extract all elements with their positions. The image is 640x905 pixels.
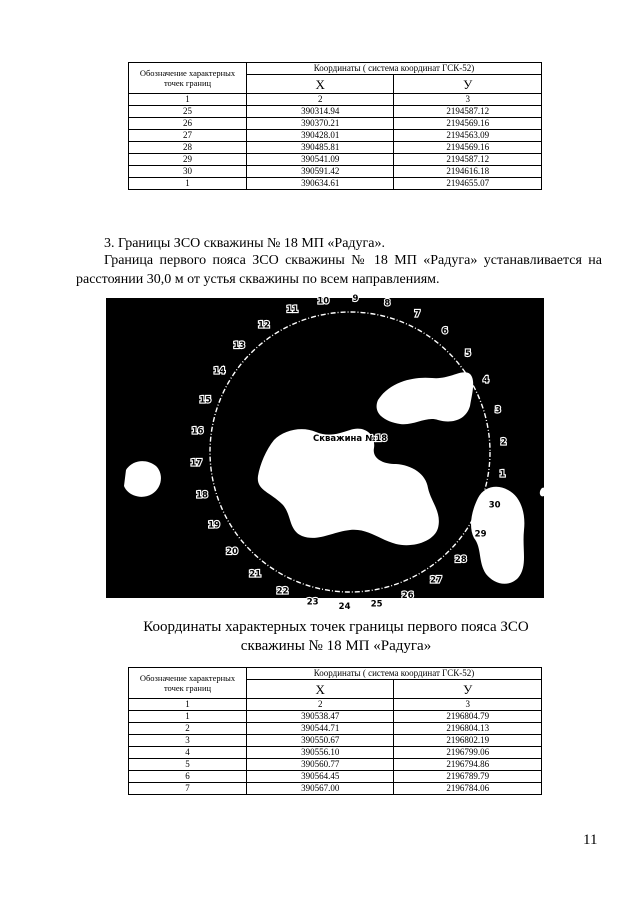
point-label-11: 11 <box>286 305 299 316</box>
y-cell: 2196804.13 <box>394 723 542 735</box>
table-row <box>129 711 542 723</box>
x-cell: 390544.71 <box>247 723 394 735</box>
section-body <box>76 251 602 289</box>
x-cell: 390634.61 <box>247 178 394 190</box>
y-cell: 2196802.19 <box>394 735 542 747</box>
table-row <box>129 118 542 130</box>
x-cell: 390556.10 <box>247 747 394 759</box>
coords-header: Координаты ( система координат ГСК-52) <box>247 63 542 75</box>
x-cell: 390538.47 <box>247 711 394 723</box>
point-cell: 28 <box>129 142 247 154</box>
point-cell: 6 <box>129 771 247 783</box>
point-label-10: 10 <box>317 296 330 307</box>
point-label-19: 19 <box>208 520 220 531</box>
y-cell: 2194587.12 <box>394 154 542 166</box>
x-cell: 390370.21 <box>247 118 394 130</box>
x-header: X <box>247 75 394 94</box>
col-number: 3 <box>394 699 542 711</box>
table-row <box>129 771 542 783</box>
coordinates-table-2 <box>128 667 542 795</box>
col-number: 1 <box>129 94 247 106</box>
col-number: 2 <box>247 94 394 106</box>
point-label-3: 3 <box>495 405 501 416</box>
point-label-14: 14 <box>213 366 226 377</box>
point-label-17: 17 <box>190 458 203 469</box>
point-label-9: 9 <box>352 294 359 305</box>
point-cell: 4 <box>129 747 247 759</box>
designation-header: Обозначение характерных точек границ <box>129 63 247 94</box>
x-cell: 390591.42 <box>247 166 394 178</box>
x-cell: 390485.81 <box>247 142 394 154</box>
point-label-21: 21 <box>249 569 262 580</box>
y-cell: 2196794.86 <box>394 759 542 771</box>
y-header: У <box>394 680 542 699</box>
point-cell: 2 <box>129 723 247 735</box>
x-cell: 390550.67 <box>247 735 394 747</box>
point-cell: 30 <box>129 166 247 178</box>
y-cell: 2194655.07 <box>394 178 542 190</box>
col-number: 3 <box>394 94 542 106</box>
point-cell: 27 <box>129 130 247 142</box>
section-body-text: Граница первого пояса ЗСО скважины № 18 МП «Радуга» устанавливается на расстоянии 30,0 м от устья скважины по всем направлениям. <box>76 253 602 287</box>
designation-header: Обозначение характерных точек границ <box>129 668 247 699</box>
point-cell: 5 <box>129 759 247 771</box>
point-label-22: 22 <box>276 586 289 597</box>
point-label-1: 1 <box>499 469 506 480</box>
point-cell: 25 <box>129 106 247 118</box>
point-label-23: 23 <box>306 597 319 608</box>
table-row <box>129 166 542 178</box>
point-label-4: 4 <box>483 375 489 386</box>
table-row <box>129 142 542 154</box>
point-label-25: 25 <box>370 599 383 610</box>
point-label-2: 2 <box>500 437 507 448</box>
table-caption: Координаты характерных точек границы первого пояса ЗСО скважины № 18 МП «Радуга» <box>143 619 529 654</box>
point-cell: 3 <box>129 735 247 747</box>
point-label-16: 16 <box>191 426 204 437</box>
x-cell: 390541.09 <box>247 154 394 166</box>
table-row <box>129 178 542 190</box>
point-label-12: 12 <box>257 320 270 331</box>
table-row <box>129 106 542 118</box>
point-label-5: 5 <box>465 349 471 359</box>
y-cell: 2194569.16 <box>394 118 542 130</box>
x-cell: 390428.01 <box>247 130 394 142</box>
col-number: 1 <box>129 699 247 711</box>
table-row <box>129 783 542 795</box>
coordinates-table-1 <box>128 62 542 190</box>
y-cell: 2194569.16 <box>394 142 542 154</box>
point-label-24: 24 <box>338 601 351 612</box>
table-row <box>129 759 542 771</box>
y-cell: 2196799.06 <box>394 747 542 759</box>
zone-map <box>106 294 544 612</box>
point-label-28: 28 <box>454 555 467 565</box>
point-label-13: 13 <box>233 341 246 351</box>
point-label-8: 8 <box>384 298 391 309</box>
y-cell: 2194587.12 <box>394 106 542 118</box>
x-cell: 390567.00 <box>247 783 394 795</box>
zone-map-svg <box>106 294 544 612</box>
table-row <box>129 735 542 747</box>
point-label-6: 6 <box>441 326 448 337</box>
x-cell: 390314.94 <box>247 106 394 118</box>
y-cell: 2196789.79 <box>394 771 542 783</box>
x-cell: 390560.77 <box>247 759 394 771</box>
point-cell: 29 <box>129 154 247 166</box>
table-row <box>129 747 542 759</box>
y-cell: 2194616.18 <box>394 166 542 178</box>
point-label-29: 29 <box>474 529 487 540</box>
y-cell: 2196804.79 <box>394 711 542 723</box>
x-cell: 390564.45 <box>247 771 394 783</box>
well-label: Скважина №18 <box>313 434 388 444</box>
point-label-18: 18 <box>196 490 208 501</box>
point-label-26: 26 <box>401 590 414 601</box>
col-number: 2 <box>247 699 394 711</box>
point-cell: 7 <box>129 783 247 795</box>
point-label-7: 7 <box>414 309 421 320</box>
point-cell: 26 <box>129 118 247 130</box>
y-cell: 2196784.06 <box>394 783 542 795</box>
page-number: 11 <box>583 832 598 848</box>
point-label-15: 15 <box>199 395 212 406</box>
point-cell: 1 <box>129 178 247 190</box>
y-cell: 2194563.09 <box>394 130 542 142</box>
table-row <box>129 130 542 142</box>
coords-header: Координаты ( система координат ГСК-52) <box>247 668 542 680</box>
section-heading: 3. Границы ЗСО скважины № 18 МП «Радуга». <box>104 236 385 251</box>
point-label-20: 20 <box>226 547 238 557</box>
x-header: X <box>247 680 394 699</box>
point-cell: 1 <box>129 711 247 723</box>
table-row <box>129 154 542 166</box>
point-label-30: 30 <box>488 500 501 511</box>
y-header: У <box>394 75 542 94</box>
point-label-27: 27 <box>430 575 443 586</box>
table-row <box>129 723 542 735</box>
